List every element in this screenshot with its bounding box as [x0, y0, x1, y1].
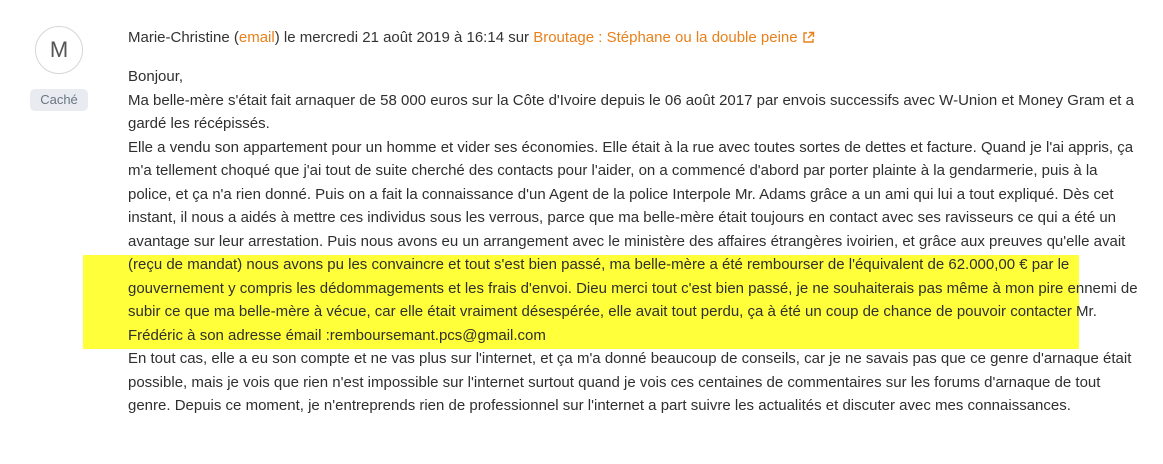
email-link[interactable]: email	[238, 29, 275, 46]
paragraph-2: Elle a vendu son appartement pour un homme et vider ses économies. Elle était à la rue avec toutes sortes de dettes et facture. Quand je l'ai appris, ça m'a tellement choqué que j'ai tout de suite cherché des contacts pour l'aider, on a commencé d'abord par porter plainte à la gendarmerie, puis à la police, et ça n'a rien donné. Puis on a fait la connaissance d'un Agent de la police Interpole Mr. Adams grâce a un ami qui lui a tout expliqué. Dès cet instant, il nous a aidés à mettre ces individus sous les verrous, parce que ma belle-mère était toujours en contact avec ses ravisseurs ce qui a été un avantage sur leur arrestation. Puis nous avons eu un arrangement avec le ministère des affaires étrangères ivoirien, et grâce aux preuves qu'elle avait (reçu de mandat) nous avons pu les convaincre et tout s'est bien passé, ma belle-mère a été rembourser de l'équivalent de 62.000,00 € par le gouvernement y compris les dédommagements et les frais d'envoi. Dieu merci tout c'est bien passé, je ne souhaiterais pas même à mon pire ennemi de subir ce que ma belle-mère à vécue, car elle était vraiment désespérée, elle avait tout perdu, ça à été un coup de chance de pouvoir contacter Mr. Frédéric à son adresse émail :remboursemant.pcs@gmail.com	[128, 138, 1138, 344]
paragraph-3: En tout cas, elle a eu son compte et ne vas plus sur l'internet, et ça m'a donné beaucoup de conseils, car je ne savais pas que ce genre d'arnaque était possible, mais je vois que rien n'est impossible sur l'internet surtout quand je vois ces centaines de commentaires sur les forums d'arnaque de tout genre. Depuis ce moment, je n'entreprends rien de professionnel sur l'internet a part suivre les actualités et discuter avec mes connaissances.	[128, 350, 1132, 414]
comment-body	[128, 65, 1140, 418]
avatar	[35, 26, 83, 74]
avatar-letter: M	[49, 37, 69, 62]
article-link-label: Broutage : Stéphane ou la double peine	[533, 29, 798, 46]
comment-meta	[128, 27, 815, 49]
article-link[interactable]	[533, 29, 814, 46]
paragraph-greeting: Bonjour,	[128, 68, 184, 85]
external-link-icon	[802, 31, 815, 44]
comment-date: ) le mercredi 21 août 2019 à 16:14 sur	[274, 29, 534, 46]
paragraph-1: Ma belle-mère s'était fait arnaquer de 58 000 euros sur la Côte d'Ivoire depuis le 06 août 2017 par envois successifs avec W-Union et Money Gram et a gardé les récépissés.	[128, 91, 1134, 132]
hidden-badge: Caché	[30, 89, 88, 111]
author-name: Marie-Christine (	[128, 29, 239, 46]
